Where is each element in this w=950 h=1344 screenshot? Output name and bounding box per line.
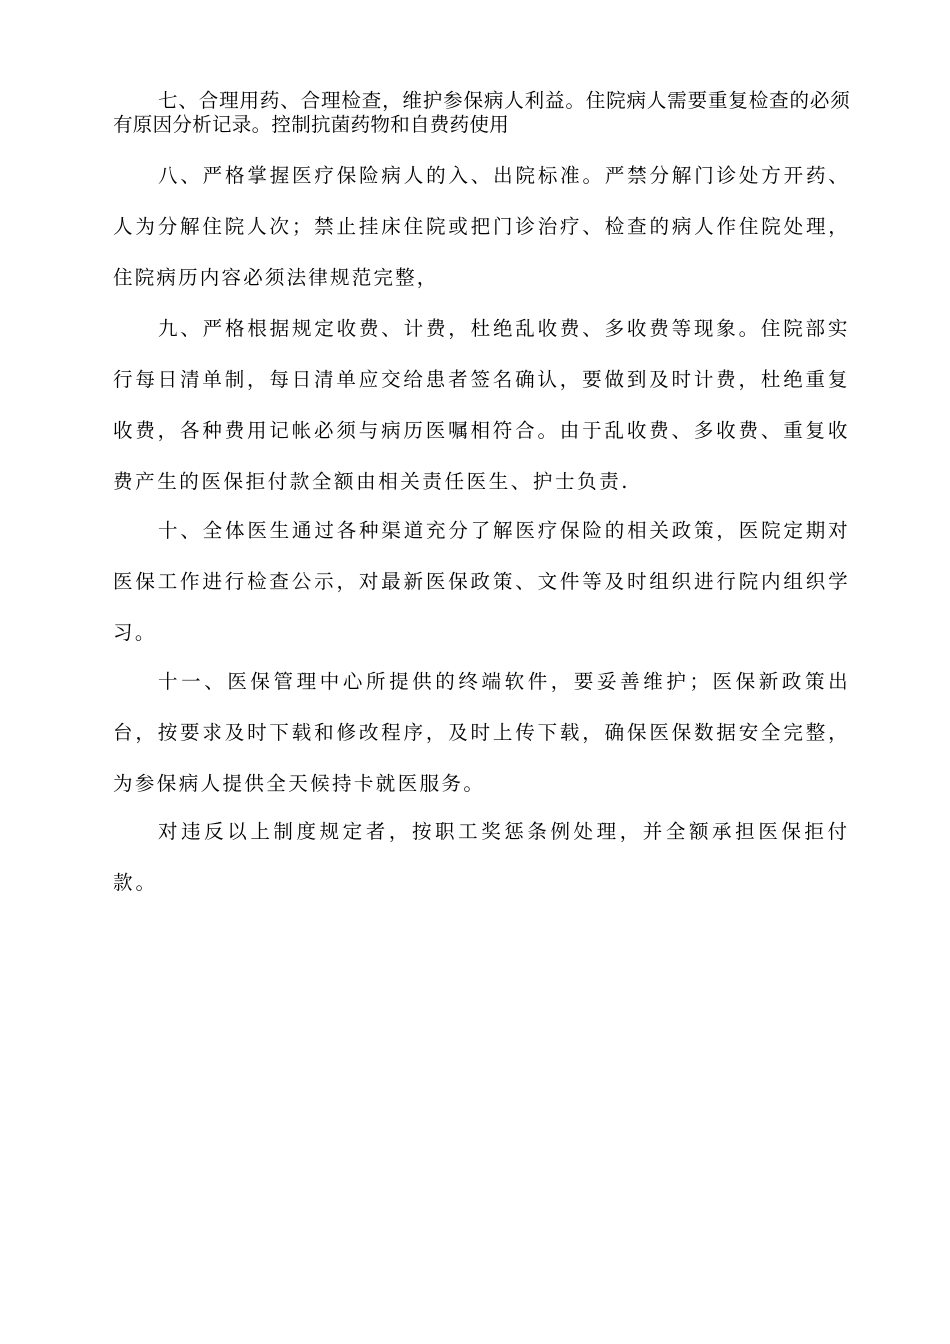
paragraph-nine: 九、严格根据规定收费、计费，杜绝乱收费、多收费等现象。住院部实行每日清单制，每日清单应交给患者签名确认，要做到及时计费，杜绝重复收费，各种费用记帐必须与病历医嘱相符合。由于乱收费、多收费、重复收费产生的医保拒付款全额由相关责任医生、护士负责.	[113, 317, 850, 493]
paragraph-eight: 八、严格掌握医疗保险病人的入、出院标准。严禁分解门诊处方开药、人为分解住院人次；禁止挂床住院或把门诊治疗、检查的病人作住院处理，住院病历内容必须法律规范完整，	[113, 164, 850, 289]
paragraph-ten: 十、全体医生通过各种渠道充分了解医疗保险的相关政策，医院定期对医保工作进行检查公示，对最新医保政策、文件等及时组织进行院内组织学习。	[113, 519, 850, 644]
paragraph-penalty: 对违反以上制度规定者，按职工奖惩条例处理，并全额承担医保拒付款。	[113, 820, 850, 894]
paragraph-eleven: 十一、医保管理中心所提供的终端软件，要妥善维护；医保新政策出台，按要求及时下载和修改程序，及时上传下载，确保医保数据安全完整，为参保病人提供全天候持卡就医服务。	[113, 670, 850, 795]
paragraph-seven: 七、合理用药、合理检查，维护参保病人利益。住院病人需要重复检查的必须有原因分析记录。控制抗菌药物和自费药使用	[113, 89, 850, 136]
